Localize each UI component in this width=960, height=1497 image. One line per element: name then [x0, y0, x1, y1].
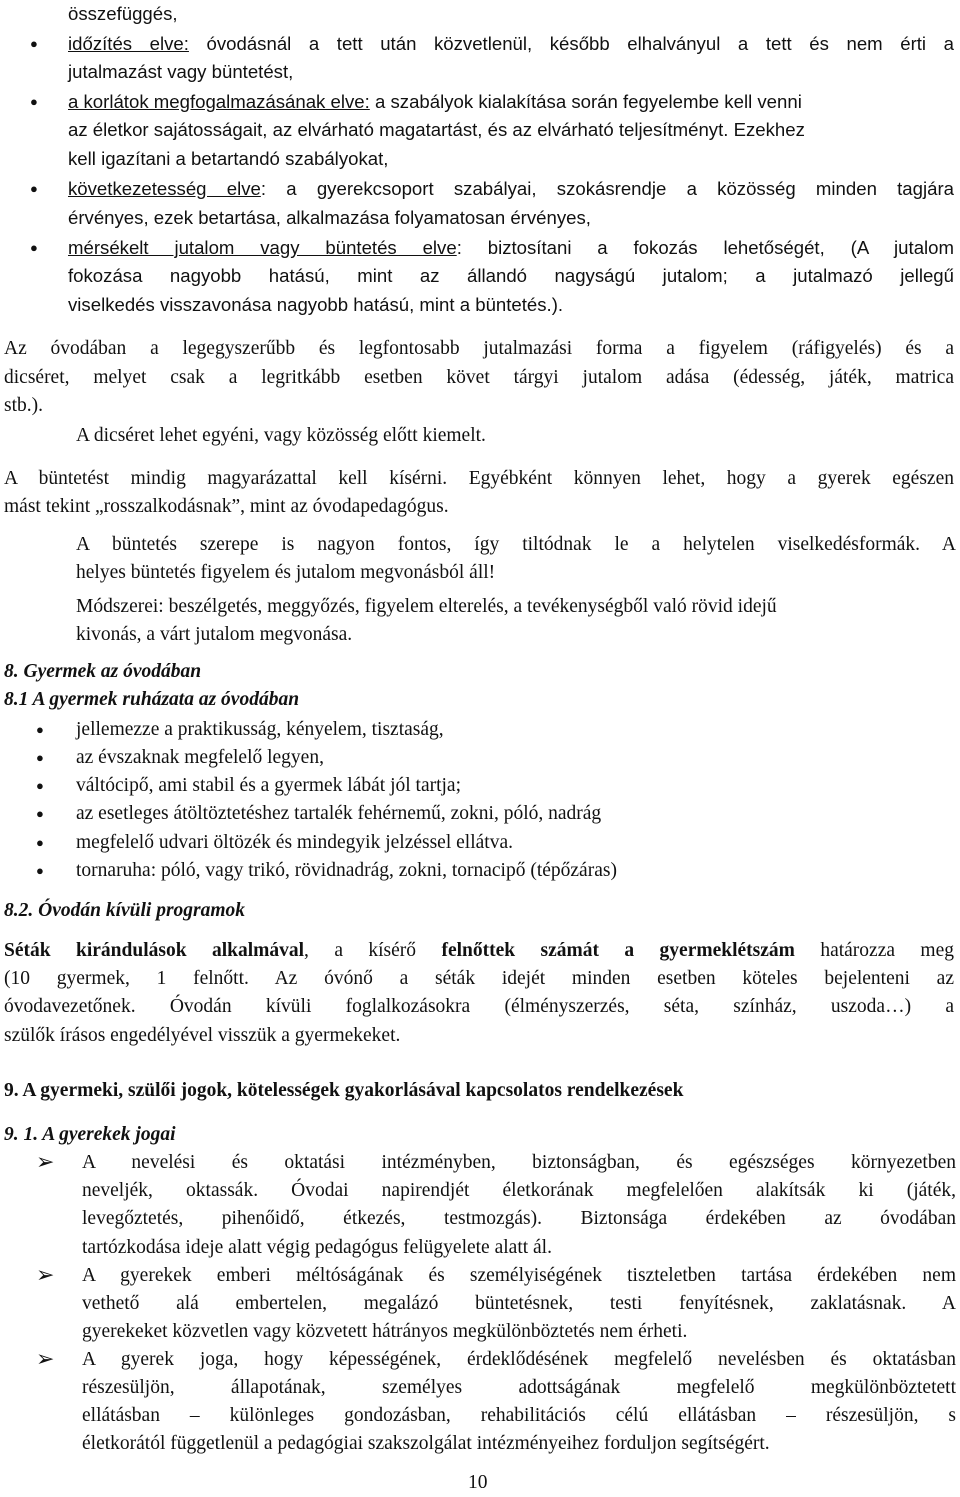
paragraph-line: A büntetést mindig magyarázattal kell kísérni. Egyébként könnyen lehet, hogy a gyerek egészen: [4, 468, 954, 489]
rights-item-line: ellátásban – különleges gondozásban, rehabilitációs célú ellátásban – részesüljön, s: [82, 1405, 956, 1426]
rights-item-line: gyerekeket közvetlen vagy közvetett hátrányos megkülönböztetés nem érheti.: [82, 1321, 688, 1342]
list-item-line: következetesség elve: a gyerekcsoport szabályai, szokásrendje a közösség minden tagjára: [68, 178, 954, 199]
paragraph-line: Módszerei: beszélgetés, meggyőzés, figyelem elterelés, a tevékenységből való rövid idejű: [76, 596, 777, 617]
rights-item-line: vethető alá embertelen, megalázó büntetésnek, testi fenyítésnek, zaklatásnak. A: [82, 1293, 956, 1314]
bullet-icon: ●: [36, 722, 44, 737]
list-item: megfelelő udvari öltözék és mindegyik jelzéssel ellátva.: [76, 832, 513, 853]
list-item: az évszaknak megfelelő legyen,: [76, 747, 324, 768]
list-item-line: fokozása nagyobb hatású, mint az állandó nagyságú jutalom; a jutalmazó jellegű: [68, 265, 954, 286]
paragraph-line: stb.).: [4, 395, 43, 416]
paragraph-line: helyes büntetés figyelem és jutalom megvonásból áll!: [76, 562, 496, 583]
rights-item-line: A gyerekek emberi méltóságának és személyiségének tiszteletben tartása érdekében nem: [82, 1265, 956, 1286]
rights-item-line: életkorától függetlenül a pedagógiai szakszolgálat intézményeihez forduljon segítségért.: [82, 1433, 770, 1454]
list-item: az esetleges átöltöztetéshez tartalék fehérnemű, zokni, póló, nadrág: [76, 803, 602, 824]
list-item: tornaruha: póló, vagy trikó, rövidnadrág, zokni, tornacipő (tépőzáras): [76, 860, 617, 881]
rights-item-line: A nevelési és oktatási intézményben, biztonságban, és egészséges környezetben: [82, 1152, 956, 1173]
list-continuation: összefüggés,: [68, 3, 178, 24]
paragraph-line: kivonás, a várt jutalom megvonása.: [76, 624, 353, 645]
subsection-heading: 9. 1. A gyerekek jogai: [4, 1124, 176, 1145]
list-item-line: mérsékelt jutalom vagy büntetés elve: biztosítani a fokozás lehetőségét, (A jutalom: [68, 237, 954, 258]
list-item-line: az életkor sajátosságait, az elvárható magatartást, és az elvárható teljesítményt. Ezekhez: [68, 119, 805, 140]
subsection-heading: 8.1 A gyermek ruházata az óvodában: [4, 689, 300, 710]
paragraph-line: A büntetés szerepe is nagyon fontos, így tiltódnak le a helytelen viselkedésformák. A: [76, 534, 956, 555]
rights-item-line: részesüljön, állapotának, személyes adottságának megfelelő megkülönböztetett: [82, 1377, 956, 1398]
bullet-icon: ●: [36, 778, 44, 793]
rights-item-line: levegőztetés, pihenőidő, étkezés, testmozgás). Biztonsága érdekében az óvodában: [82, 1208, 956, 1229]
list-item: jellemezze a praktikusság, kényelem, tisztaság,: [76, 719, 444, 740]
bullet-icon: ●: [30, 36, 38, 51]
page-number: 10: [468, 1472, 488, 1493]
subsection-heading: 8.2. Óvodán kívüli programok: [4, 900, 246, 921]
list-item-line: érvényes, ezek betartása, alkalmazása folyamatosan érvényes,: [68, 207, 591, 228]
paragraph-line: dicséret, melyet csak a legritkább esetben követ tárgyi jutalom adása (édesség, játék, matrica: [4, 367, 954, 388]
list-item-line: kell igazítani a betartandó szabályokat,: [68, 148, 389, 169]
arrowhead-icon: ➢: [36, 1150, 55, 1175]
bullet-icon: ●: [30, 94, 38, 109]
list-item-line: a korlátok megfogalmazásának elve: a szabályok kialakítása során fegyelembe kell venni: [68, 91, 802, 112]
bullet-icon: ●: [36, 806, 44, 821]
list-item: váltócipő, ami stabil és a gyermek lábát jól tartja;: [76, 775, 462, 796]
paragraph-line: Az óvodában a legegyszerűbb és legfontosabb jutalmazási forma a figyelem (ráfigyelés) és a: [4, 338, 954, 359]
paragraph-line: (10 gyermek, 1 felnőtt. Az óvónő a séták idejét minden esetben köteles bejelenteni az: [4, 968, 954, 989]
rights-item-line: A gyerek joga, hogy képességének, érdeklődésének megfelelő nevelésben és oktatásban: [82, 1349, 956, 1370]
list-item-line: jutalmazást vagy büntetést,: [68, 61, 294, 82]
paragraph-line: A dicséret lehet egyéni, vagy közösség előtt kiemelt.: [76, 425, 486, 446]
bullet-icon: ●: [30, 181, 38, 196]
bullet-icon: ●: [30, 240, 38, 255]
list-item-line: viselkedés visszavonása nagyobb hatású, mint a büntetés.).: [68, 294, 564, 315]
section-heading: 9. A gyermeki, szülői jogok, kötelességek gyakorlásával kapcsolatos rendelkezések: [4, 1080, 684, 1101]
paragraph-line: óvodavezetőnek. Óvodán kívüli foglalkozásokra (élményszerzés, séta, színház, uszoda…) a: [4, 996, 954, 1017]
arrowhead-icon: ➢: [36, 1347, 55, 1372]
paragraph-line: szülők írásos engedélyével visszük a gyermekeket.: [4, 1025, 401, 1046]
section-heading: 8. Gyermek az óvodában: [4, 661, 202, 682]
bullet-icon: ●: [36, 835, 44, 850]
bullet-icon: ●: [36, 863, 44, 878]
list-item-line: időzítés elve: óvodásnál a tett után közvetlenül, később elhalványul a tett és nem érti a: [68, 33, 954, 54]
paragraph-line: mást tekint „rosszalkodásnak”, mint az óvodapedagógus.: [4, 496, 449, 517]
rights-item-line: neveljék, oktassák. Óvodai napirendjét életkorának megfelelően alakítsák ki (játék,: [82, 1180, 956, 1201]
bullet-icon: ●: [36, 750, 44, 765]
rights-item-line: tartózkodása ideje alatt végig pedagógus felügyelete alatt ál.: [82, 1237, 552, 1258]
arrowhead-icon: ➢: [36, 1263, 55, 1288]
paragraph-line: Séták kirándulások alkalmával, a kísérő felnőttek számát a gyermeklétszám határozza meg: [4, 940, 954, 961]
